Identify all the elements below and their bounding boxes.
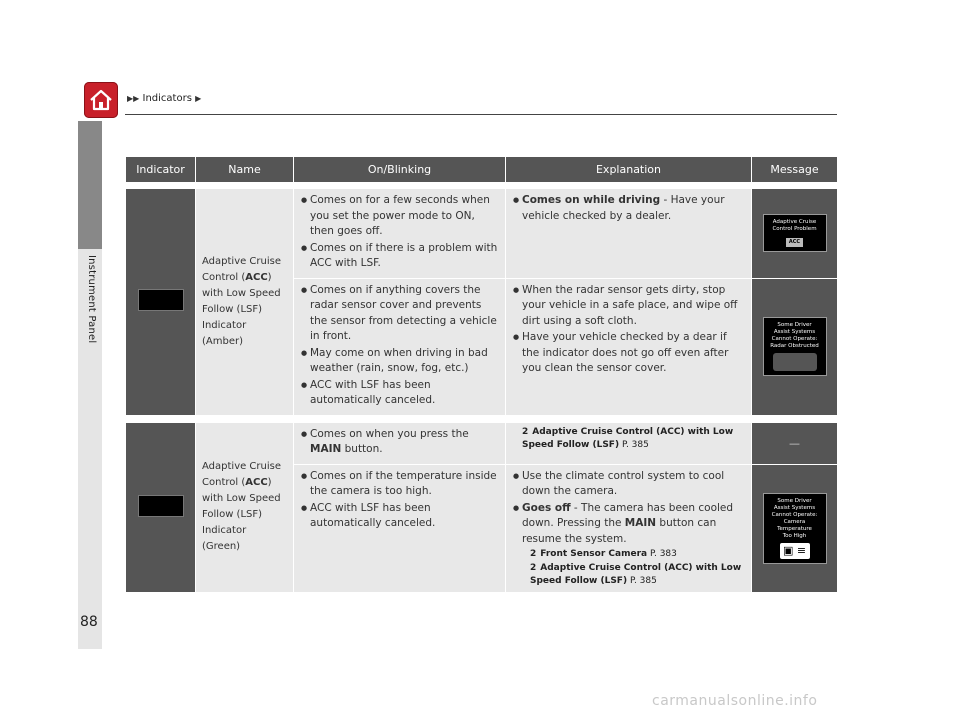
on-blinking-cell bbox=[294, 189, 506, 279]
radar-sensor-icon bbox=[773, 353, 817, 371]
message-radar-obstructed: Some Driver Assist Systems Cannot Operate: Radar Obstructed bbox=[763, 317, 827, 376]
list-item: ● Comes on if there is a problem with ACC with LSF. bbox=[302, 241, 499, 272]
page-number: 88 bbox=[80, 614, 98, 630]
list-item: ● May come on when driving in bad weather (rain, snow, fog, etc.) bbox=[302, 346, 499, 377]
on-blinking-cell bbox=[294, 279, 506, 416]
cross-reference-link[interactable]: 2 Adaptive Cruise Control (ACC) with Low Speed Follow (LSF) P. 385 bbox=[530, 563, 742, 586]
name-cell-amber bbox=[196, 189, 294, 416]
message-camera-temperature: Some Driver Assist Systems Cannot Operate: Camera Temperature Too High ▣ ≡ bbox=[763, 493, 827, 564]
list-item: ● Comes on when you press the MAIN button. bbox=[302, 427, 499, 458]
spacer-row bbox=[126, 416, 837, 423]
reference-arrow-icon: 2 bbox=[530, 563, 537, 573]
list-item: ● Comes on if anything covers the radar sensor cover and prevents the sensor from detecting a vehicle in front. bbox=[302, 283, 499, 345]
acc-green-indicator-icon bbox=[138, 495, 184, 517]
column-header-message: Message bbox=[752, 157, 837, 182]
breadcrumb[interactable] bbox=[127, 93, 201, 104]
column-header-indicator: Indicator bbox=[126, 157, 196, 182]
column-header-name: Name bbox=[196, 157, 294, 182]
list-item: ● Comes on while driving - Have your vehicle checked by a dealer. bbox=[514, 193, 745, 224]
home-icon[interactable] bbox=[84, 82, 118, 118]
indicator-name-amber: Adaptive Cruise Control (ACC) with Low Speed Follow (LSF) Indicator (Amber) bbox=[202, 255, 282, 347]
watermark: carmanualsonline.info bbox=[652, 693, 818, 709]
message-cell bbox=[752, 465, 837, 594]
name-cell-green bbox=[196, 423, 294, 594]
header-rule bbox=[125, 114, 837, 115]
table-row bbox=[126, 423, 837, 465]
message-cell bbox=[752, 189, 837, 279]
acc-amber-indicator-icon bbox=[138, 289, 184, 311]
list-item: ● Comes on if the temperature inside the camera is too high. bbox=[302, 469, 499, 500]
cross-reference-link[interactable]: 2 Adaptive Cruise Control (ACC) with Low Speed Follow (LSF) P. 385 bbox=[522, 426, 734, 450]
breadcrumb-indicators[interactable]: Indicators bbox=[142, 93, 192, 104]
list-item: ● Use the climate control system to cool down the camera. bbox=[514, 469, 745, 500]
cross-reference-link[interactable]: 2 Front Sensor Camera P. 383 bbox=[530, 549, 677, 559]
explanation-cell bbox=[506, 465, 752, 594]
column-header-on-blinking: On/Blinking bbox=[294, 157, 506, 182]
on-blinking-cell bbox=[294, 423, 506, 465]
list-item: ● Goes off - The camera has been cooled down. Pressing the MAIN button can resume the system. bbox=[514, 501, 745, 548]
table-row bbox=[126, 189, 837, 279]
list-item: ● Have your vehicle checked by a dear if the indicator does not go off even after you clean the sensor cover. bbox=[514, 330, 745, 377]
message-acc-problem: Adaptive Cruise Control Problem ACC bbox=[763, 214, 827, 252]
reference-arrow-icon: 2 bbox=[530, 549, 537, 559]
list-item: ● ACC with LSF has been automatically canceled. bbox=[302, 378, 499, 409]
on-blinking-cell bbox=[294, 465, 506, 594]
sidebar-section-label: Instrument Panel bbox=[86, 255, 97, 344]
explanation-cell bbox=[506, 279, 752, 416]
explanation-cell bbox=[506, 189, 752, 279]
no-message: — bbox=[789, 436, 800, 450]
indicators-table bbox=[126, 157, 837, 593]
list-item: ● When the radar sensor gets dirty, stop your vehicle in a safe place, and wipe off dirt using a soft cloth. bbox=[514, 283, 745, 330]
message-cell bbox=[752, 423, 837, 465]
list-item: ● Comes on for a few seconds when you set the power mode to ON, then goes off. bbox=[302, 193, 499, 240]
column-header-explanation: Explanation bbox=[506, 157, 752, 182]
table-header-row bbox=[126, 157, 837, 182]
indicator-name-green: Adaptive Cruise Control (ACC) with Low Speed Follow (LSF) Indicator (Green) bbox=[202, 461, 282, 553]
breadcrumb-arrow-icon: ▶ bbox=[195, 94, 202, 103]
list-item: ● ACC with LSF has been automatically canceled. bbox=[302, 501, 499, 532]
camera-temperature-icon: ▣ ≡ bbox=[780, 543, 810, 559]
reference-arrow-icon: 2 bbox=[522, 426, 529, 437]
acc-badge: ACC bbox=[786, 238, 803, 247]
indicator-cell-amber bbox=[126, 189, 196, 416]
message-cell bbox=[752, 279, 837, 416]
sidebar-tab-marker bbox=[78, 121, 102, 249]
indicator-cell-green bbox=[126, 423, 196, 594]
spacer-row bbox=[126, 182, 837, 189]
explanation-cell bbox=[506, 423, 752, 465]
breadcrumb-arrow-icon: ▶▶ bbox=[127, 94, 140, 103]
